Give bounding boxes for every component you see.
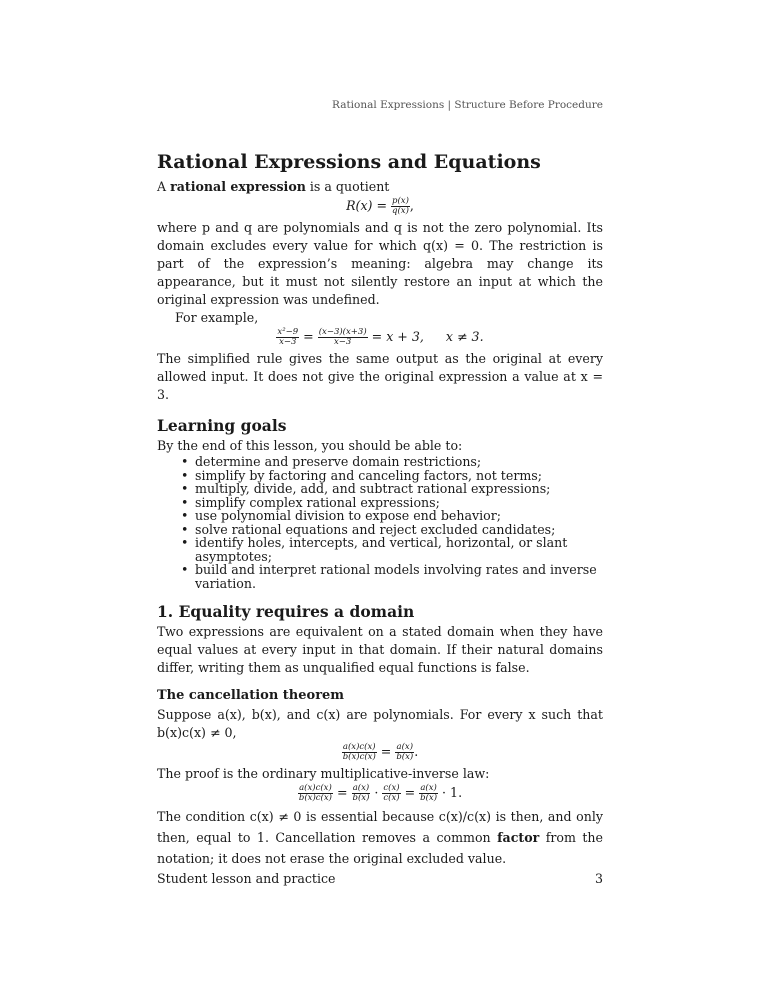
running-header: Rational Expressions | Structure Before Procedure <box>332 99 603 111</box>
fraction: $\frac{a(x)c(x)}{b(x)c(x)}$ <box>342 742 376 762</box>
section-1-paragraph-4: The condition c(x) ≠ 0 is essential because c(x)/c(x) is then, and only then, equal to 1. Cancellation removes a common factor from the notation; it does not erase the original excluded value. <box>157 809 603 866</box>
list-item: • simplify by factoring and canceling factors, not terms; <box>195 469 603 483</box>
page-number: 3 <box>594 871 603 886</box>
fraction: $\frac{a(x)c(x)}{b(x)c(x)}$ <box>298 783 332 803</box>
cancellation-theorem-heading: The cancellation theorem <box>157 688 345 703</box>
list-item: • determine and preserve domain restrictions; <box>195 455 603 469</box>
section-1-paragraph-3: The proof is the ordinary multiplicative-inverse law: <box>157 766 490 781</box>
footer-label: Student lesson and practice <box>157 871 336 886</box>
fraction: $\frac{a(x)}{b(x)}$ <box>396 742 414 762</box>
equation-cancellation: $\frac{a(x)c(x)}{b(x)c(x)}$ = $\frac{a(x)}{b(x)}$ . <box>342 742 419 762</box>
intro-paragraph-1: A rational expression is a quotient <box>157 179 390 194</box>
equation-definition: R(x) = $\frac{p(x)}{q(x)}$ , <box>346 196 414 216</box>
list-item: • solve rational equations and reject excluded candidates; <box>195 523 603 537</box>
fraction: $\frac{a(x)}{b(x)}$ <box>352 783 370 803</box>
list-item: • use polynomial division to expose end behavior; <box>195 509 603 523</box>
section-1-paragraph-1: Two expressions are equivalent on a stated domain when they have equal values at every input in that domain. If their natural domains differ, writing them as unqualified equal functions is false. <box>157 624 603 675</box>
intro-paragraph-4: The simplified rule gives the same output as the original at every allowed input. It does not give the original expression a value at x = 3. <box>157 351 603 402</box>
list-item: • simplify complex rational expressions; <box>195 496 603 510</box>
intro-paragraph-3: For example, <box>175 310 259 325</box>
list-item: • identify holes, intercepts, and vertical, horizontal, or slant asymptotes; <box>195 536 603 563</box>
fraction: $\frac{c(x)}{c(x)}$ <box>383 783 400 803</box>
learning-goals-lead: By the end of this lesson, you should be able to: <box>157 438 463 453</box>
equation-proof: $\frac{a(x)c(x)}{b(x)c(x)}$ = $\frac{a(x)}{b(x)}$ · $\frac{c(x)}{c(x)}$ = $\frac{a(x)}{b(x)}$ · 1. <box>298 783 463 803</box>
equation-example: $\frac{\text{x²−9}}{x-3}$ = $\frac{(x-3)(x+3)}{x-3}$ = x + 3, x ≠ 3. <box>277 327 484 347</box>
learning-goals-heading: Learning goals <box>157 416 287 435</box>
fraction: $\frac{a(x)}{b(x)}$ <box>420 783 438 803</box>
list-item: • multiply, divide, add, and subtract rational expressions; <box>195 482 603 496</box>
list-item: • build and interpret rational models involving rates and inverse variation. <box>195 563 603 590</box>
intro-paragraph-2: where p and q are polynomials and q is not the zero polynomial. Its domain excludes every value for which q(x) = 0. The restriction is part of the expression’s meaning: algebra may change its appearance, but it must not silently restore an input at which the original expression was undefined. <box>157 220 603 307</box>
page-title: Rational Expressions and Equations <box>157 151 541 173</box>
learning-goals-list <box>157 455 603 590</box>
fraction: $\frac{p(x)}{q(x)}$ <box>392 196 409 216</box>
term-factor: factor <box>497 830 540 845</box>
page-content <box>157 150 603 869</box>
section-1-paragraph-2: Suppose a(x), b(x), and c(x) are polynomials. For every x such that b(x)c(x) ≠ 0, <box>157 707 603 740</box>
fraction: $\frac{\text{x²−9}}{x-3}$ <box>277 327 299 347</box>
term-rational-expression: rational expression <box>170 179 306 194</box>
section-1-heading: 1. Equality requires a domain <box>157 602 415 621</box>
fraction: $\frac{(x-3)(x+3)}{x-3}$ <box>318 327 367 347</box>
